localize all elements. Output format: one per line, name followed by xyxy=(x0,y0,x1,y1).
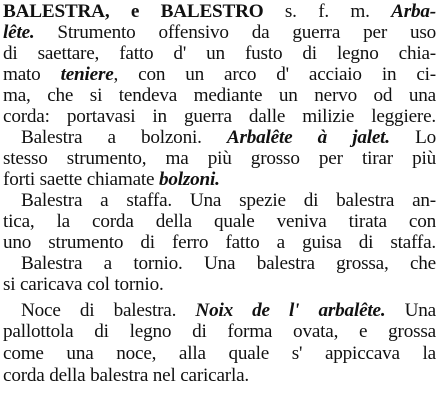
definition-text: forti saette chiamate xyxy=(3,169,159,190)
subentry-line xyxy=(3,170,436,190)
subentry-line: si caricava col tornio. xyxy=(3,274,164,295)
definition-text: Una xyxy=(385,300,436,321)
subentry-head: Balestra a bolzoni. xyxy=(21,127,227,148)
entry-line: corda: portavasi in guerra dalle milizie leggiere. xyxy=(3,106,436,127)
dictionary-page xyxy=(3,0,436,414)
french-equivalent: Arbalête à jalet. xyxy=(226,127,390,148)
entry-line: ma, che si tendeva mediante un nervo od una xyxy=(3,85,436,106)
term-italic: bolzoni. xyxy=(158,169,220,190)
definition-text: Strumento offensivo da guerra per uso xyxy=(34,22,436,43)
subentry-line: uno strumento di ferro fatto a guisa di staffa. xyxy=(3,232,436,253)
subentry-line xyxy=(21,301,436,321)
subentry-line: Balestra a staffa. Una spezie di balestra an- xyxy=(21,190,436,211)
headword: BALESTRA, e BALESTRO xyxy=(3,1,264,22)
term-italic: teniere xyxy=(60,64,114,85)
entry-line xyxy=(3,23,436,43)
subentry-line: come una noce, alla quale s' appiccava la xyxy=(3,343,436,364)
grammar-note: s. f. m. xyxy=(263,1,392,22)
definition-text: Lo xyxy=(389,127,437,148)
subentry-line: corda della balestra nel caricarla. xyxy=(3,365,250,386)
subentry-line: stesso strumento, ma più grosso per tirar più xyxy=(3,148,436,169)
subentry-line: tica, la corda della quale veniva tirata con xyxy=(3,211,436,232)
subentry-line xyxy=(21,128,436,148)
subentry-line: Balestra a tornio. Una balestra grossa, che xyxy=(21,253,436,274)
entry-line xyxy=(3,65,436,85)
entry-line: di saettare, fatto d' un fusto di legno chia- xyxy=(3,43,436,64)
french-equivalent: lête. xyxy=(3,22,35,43)
entry-line xyxy=(3,2,436,22)
french-equivalent: Arba- xyxy=(391,1,436,22)
subentry-head: Noce di balestra. xyxy=(21,300,196,321)
definition-text: mato xyxy=(3,64,61,85)
definition-text: , con un arco d' acciaio in ci- xyxy=(113,64,436,85)
subentry-line: pallottola di legno di forma ovata, e grossa xyxy=(3,321,436,342)
french-equivalent: Noix de l' arbalête. xyxy=(195,300,386,321)
